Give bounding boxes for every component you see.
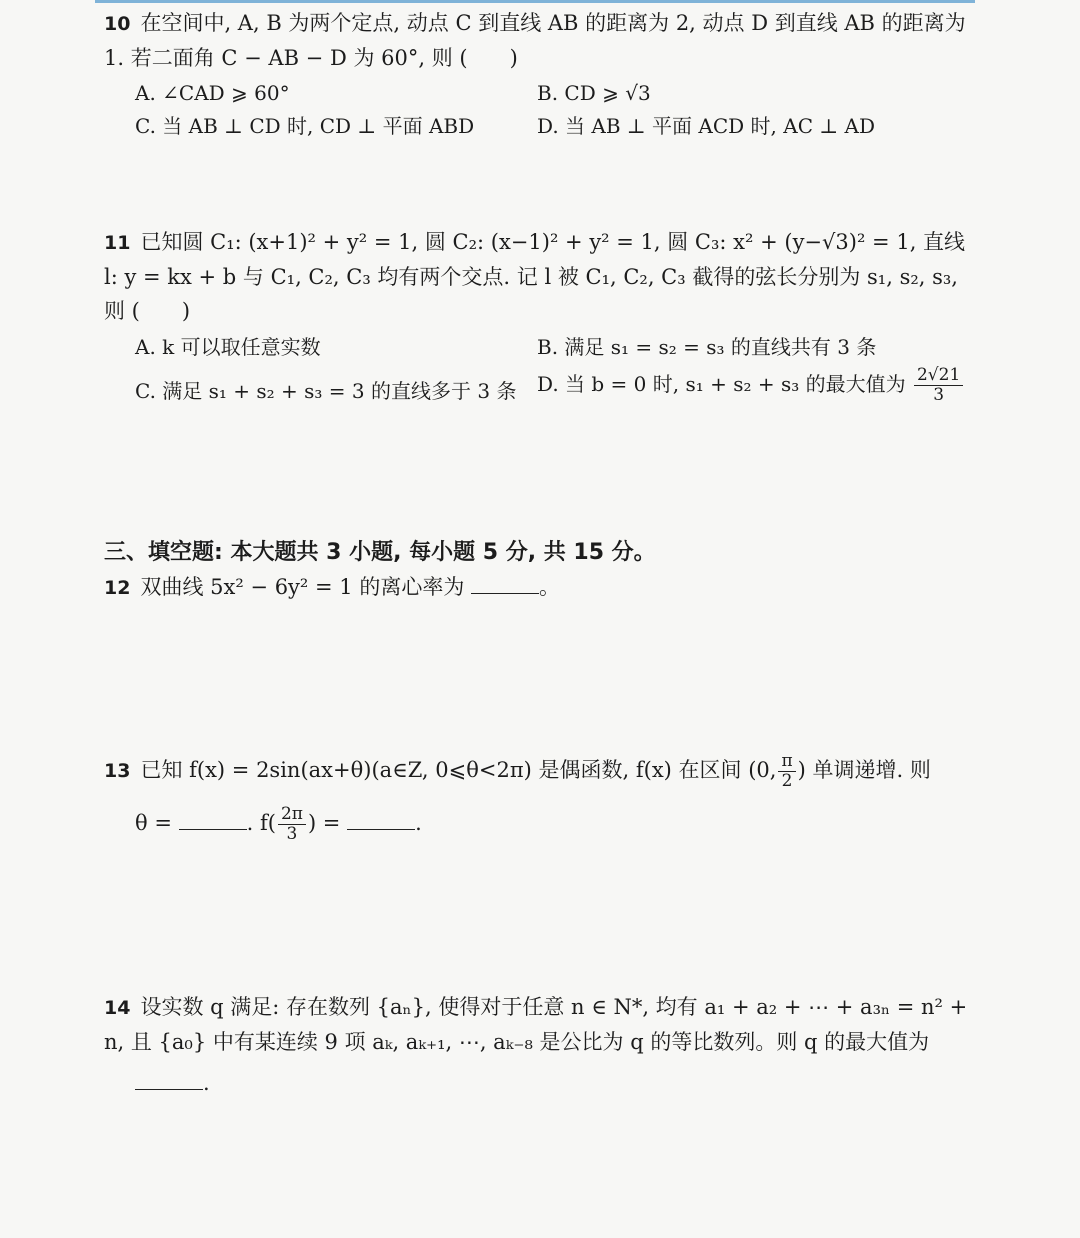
question-12 [104,570,970,605]
period: . [415,811,422,835]
question-number: 12 [104,577,131,599]
fraction-denominator: 3 [286,824,298,844]
question-text-cont: 单调递增. 则 [812,758,931,782]
option-b: B. CD ⩾ √3 [537,81,651,105]
max-value-fraction [914,366,963,405]
fraction-numerator: π [778,752,795,772]
answer-blank[interactable] [135,1088,203,1090]
f-prefix: . f( [246,811,276,835]
question-text: 在空间中, A, B 为两个定点, 动点 C 到直线 AB 的距离为 2, 动点 D 到直线 AB 的距离为 1. 若二面角 C − AB − D 为 60°, 则 ( ) [104,11,966,70]
period: . [203,1071,210,1095]
interval-open: (0, [748,758,777,782]
option-b: B. 满足 s₁ = s₂ = s₃ 的直线共有 3 条 [537,335,877,359]
option-a: A. k 可以取任意实数 [135,335,321,359]
question-14 [104,990,970,1059]
question-text: 已知 f(x) = 2sin(ax+θ)(a∈Z, 0⩽θ<2π) 是偶函数, f(x) 在区间 [140,758,742,782]
fraction-numerator: 2π [278,805,306,825]
option-d [537,366,965,405]
fraction-denominator: 3 [933,385,945,405]
theta-label: θ = [135,811,172,835]
option-d: D. 当 AB ⊥ 平面 ACD 时, AC ⊥ AD [537,114,876,138]
question-text: 设实数 q 满足: 存在数列 {aₙ}, 使得对于任意 n ∈ N*, 均有 a₁ + a₂ + ⋯ + a₃ₙ = n² + n, 且 {a₀} 中有某连续 9 项 aₖ, aₖ₊₁, ⋯, aₖ₋₈ 是公比为 q 的等比数列。则 q 的最大值为 [104,995,968,1054]
question-10 [104,6,970,75]
answer-blank[interactable] [471,592,539,594]
question-14-answer-line [135,1066,970,1100]
option-c: C. 满足 s₁ + s₂ + s₃ = 3 的直线多于 3 条 [135,379,517,403]
fraction-denominator: 2 [781,771,793,791]
two-pi-over-3-fraction [278,805,306,844]
question-13 [104,752,970,791]
option-c: C. 当 AB ⊥ CD 时, CD ⊥ 平面 ABD [135,114,475,138]
question-11 [104,225,970,328]
question-number: 11 [104,232,131,254]
option-a: A. ∠CAD ⩾ 60° [135,81,290,105]
fraction-numerator: 2√21 [914,366,963,386]
theta-answer-blank[interactable] [179,828,247,830]
period: 。 [539,575,561,599]
top-divider-line [95,0,975,3]
interval-close: ) [797,758,806,782]
question-number: 13 [104,760,131,782]
f-value-answer-blank[interactable] [347,828,415,830]
question-number: 14 [104,997,131,1019]
question-text: 双曲线 5x² − 6y² = 1 的离心率为 [140,575,465,599]
question-number: 10 [104,13,131,35]
question-13-line2 [135,805,970,844]
pi-over-2-fraction [778,752,795,791]
section-heading: 三、填空题: 本大题共 3 小题, 每小题 5 分, 共 15 分。 [104,540,656,565]
option-d-text: D. 当 b = 0 时, s₁ + s₂ + s₃ 的最大值为 [537,372,906,396]
f-suffix: ) = [307,811,341,835]
question-text: 已知圆 C₁: (x+1)² + y² = 1, 圆 C₂: (x−1)² + y² = 1, 圆 C₃: x² + (y−√3)² = 1, 直线 l: y = kx + b 与 C₁, C₂, C₃ 均有两个交点. 记 l 被 C₁, C₂, C₃ 截得的弦长分别为 s₁, s₂, s₃, 则 ( ) [104,230,966,323]
